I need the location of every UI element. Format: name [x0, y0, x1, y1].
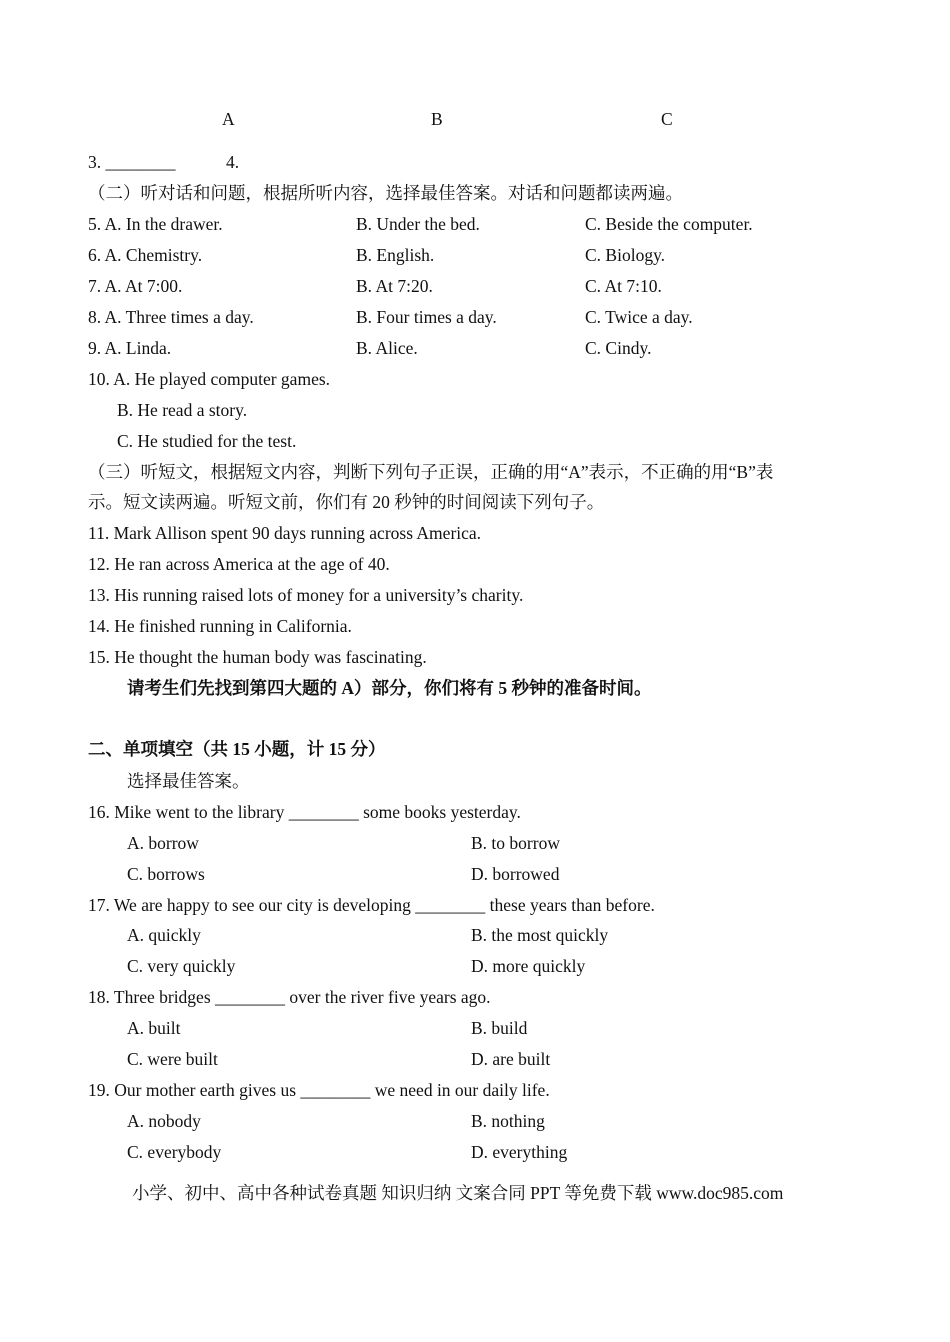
- statement-15: 15. He thought the human body was fascinating.: [88, 647, 427, 667]
- statement-13: 13. His running raised lots of money for a university’s charity.: [88, 585, 524, 605]
- q7-option-b: B. At 7:20.: [356, 276, 433, 296]
- q18-option-b: B. build: [471, 1018, 528, 1038]
- q6-option-c: C. Biology.: [585, 245, 666, 265]
- statement-12: 12. He ran across America at the age of 40.: [88, 554, 390, 574]
- statement-14: 14. He finished running in California.: [88, 616, 352, 636]
- q18-stem: 18. Three bridges ________ over the river five years ago.: [88, 987, 491, 1007]
- q9-option-c: C. Cindy.: [585, 338, 652, 358]
- picture-label-b: B: [431, 109, 443, 129]
- q10-option-c: C. He studied for the test.: [117, 431, 297, 451]
- q7-option-a: 7. A. At 7:00.: [88, 276, 183, 296]
- part2-instruction: （二）听对话和问题，根据所听内容，选择最佳答案。对话和问题都读两遍。: [88, 183, 683, 203]
- q18-option-a: A. built: [127, 1018, 181, 1038]
- q7-option-c: C. At 7:10.: [585, 276, 662, 296]
- q17-option-b: B. the most quickly: [471, 925, 609, 945]
- q16-stem: 16. Mike went to the library ________ some books yesterday.: [88, 802, 521, 822]
- q17-option-a: A. quickly: [127, 925, 201, 945]
- q10-option-b: B. He read a story.: [117, 400, 248, 420]
- q16-option-d: D. borrowed: [471, 864, 560, 884]
- section2-instruction: 选择最佳答案。: [127, 771, 250, 791]
- q17-option-d: D. more quickly: [471, 956, 586, 976]
- q8-option-a: 8. A. Three times a day.: [88, 307, 254, 327]
- q9-option-a: 9. A. Linda.: [88, 338, 172, 358]
- q6-option-b: B. English.: [356, 245, 435, 265]
- prep-notice: 请考生们先找到第四大题的 A）部分，你们将有 5 秒钟的准备时间。: [127, 678, 652, 698]
- q17-stem: 17. We are happy to see our city is developing ________ these years than before.: [88, 895, 655, 915]
- q6-option-a: 6. A. Chemistry.: [88, 245, 203, 265]
- q19-option-b: B. nothing: [471, 1111, 545, 1131]
- part3-instruction-line1: （三）听短文，根据短文内容，判断下列句子正误，正确的用“A”表示，不正确的用“B”表: [88, 462, 774, 482]
- q5-option-c: C. Beside the computer.: [585, 214, 753, 234]
- question-4: 4.: [226, 152, 240, 172]
- q19-option-a: A. nobody: [127, 1111, 201, 1131]
- q18-option-d: D. are built: [471, 1049, 551, 1069]
- q19-option-c: C. everybody: [127, 1142, 222, 1162]
- q8-option-b: B. Four times a day.: [356, 307, 497, 327]
- question-3: 3. ________: [88, 152, 176, 172]
- q18-option-c: C. were built: [127, 1049, 218, 1069]
- picture-label-c: C: [661, 109, 673, 129]
- q19-option-d: D. everything: [471, 1142, 568, 1162]
- q16-option-c: C. borrows: [127, 864, 205, 884]
- statement-11: 11. Mark Allison spent 90 days running across America.: [88, 523, 482, 543]
- page-footer: 小学、初中、高中各种试卷真题 知识归纳 文案合同 PPT 等免费下载 www.doc985.com: [132, 1183, 784, 1203]
- q16-option-b: B. to borrow: [471, 833, 560, 853]
- part3-instruction-line2: 示。短文读两遍。听短文前，你们有 20 秒钟的时间阅读下列句子。: [88, 492, 605, 512]
- q9-option-b: B. Alice.: [356, 338, 418, 358]
- q19-stem: 19. Our mother earth gives us ________ we need in our daily life.: [88, 1080, 550, 1100]
- q17-option-c: C. very quickly: [127, 956, 236, 976]
- q8-option-c: C. Twice a day.: [585, 307, 693, 327]
- picture-label-a: A: [222, 109, 235, 129]
- q5-option-b: B. Under the bed.: [356, 214, 480, 234]
- q16-option-a: A. borrow: [127, 833, 199, 853]
- q5-option-a: 5. A. In the drawer.: [88, 214, 223, 234]
- q10-option-a: 10. A. He played computer games.: [88, 369, 331, 389]
- section2-title: 二、单项填空（共 15 小题，计 15 分）: [88, 739, 386, 759]
